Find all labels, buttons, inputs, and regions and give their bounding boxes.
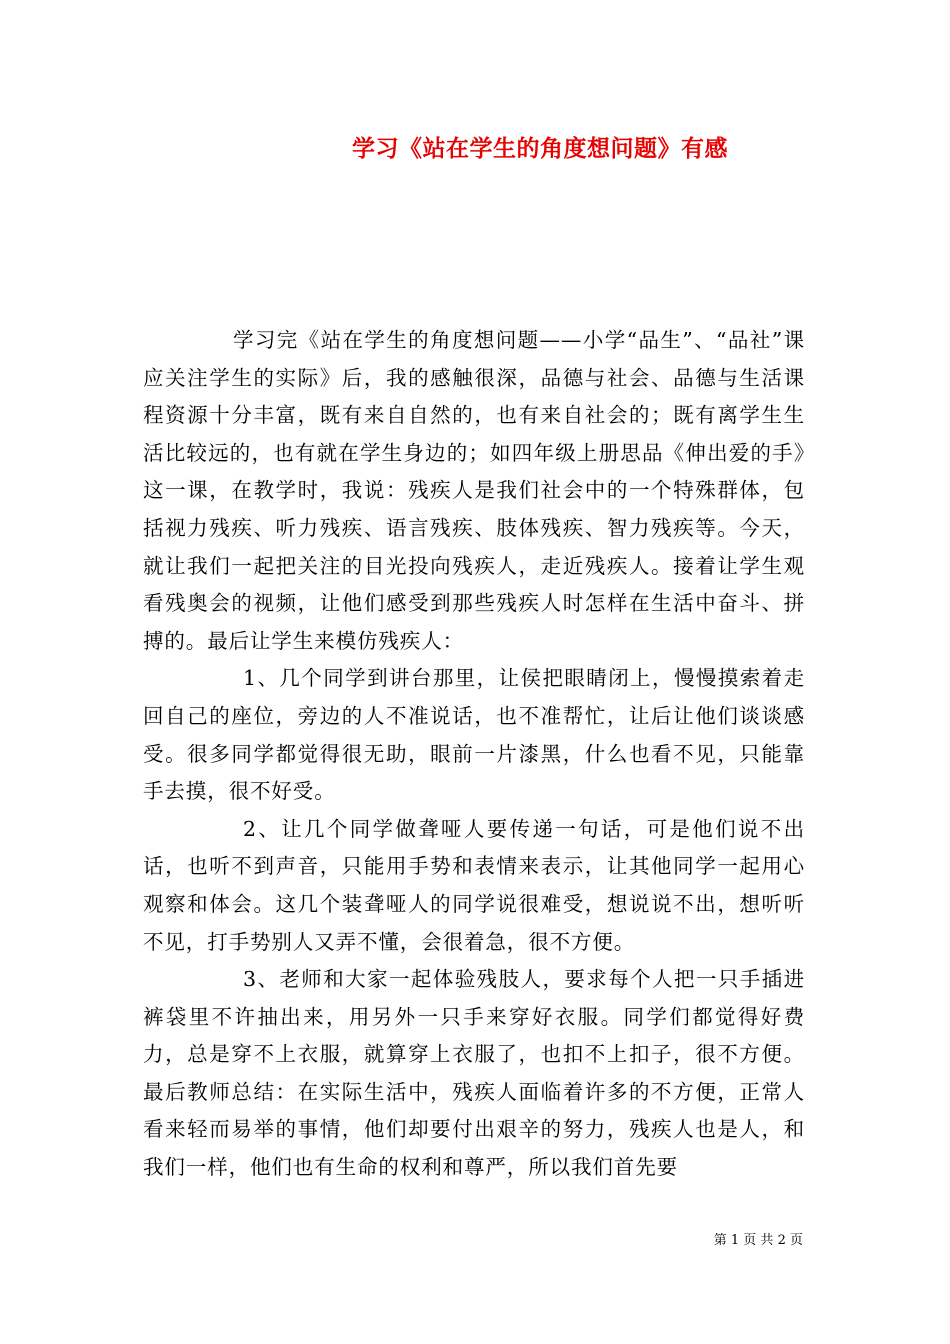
footer-middle: 页 共 [743,1233,774,1248]
document-body [143,322,805,1187]
paragraph-item-2: 2、让几个同学做聋哑人要传递一句话，可是他们说不出话，也听不到声音，只能用手势和表情来表示，让其他同学一起用心观察和体会。这几个装聋哑人的同学说很难受，想说说不出，想听听不见，打手势别人又弄不懂，会很着急，很不方便。 [143,816,805,954]
footer-suffix: 页 [789,1233,803,1248]
paragraph-intro: 学习完《站在学生的角度想问题——小学“品生”、“品社”课应关注学生的实际》后，我的感触很深，品德与社会、品德与生活课程资源十分丰富，既有来自自然的，也有来自社会的；既有离学生生活比较远的，也有就在学生身边的；如四年级上册思品《伸出爱的手》这一课，在教学时，我说：残疾人是我们社会中的一个特殊群体，包括视力残疾、听力残疾、语言残疾、肢体残疾、智力残疾等。今天，就让我们一起把关注的目光投向残疾人，走近残疾人。接着让学生观看残奥会的视频，让他们感受到那些残疾人时怎样在生活中奋斗、拼搏的。最后让学生来模仿残疾人： [143,328,805,653]
paragraph-item-1: 1、几个同学到讲台那里，让侯把眼睛闭上，慢慢摸索着走回自己的座位，旁边的人不准说话，也不准帮忙，让后让他们谈谈感受。很多同学都觉得很无助，眼前一片漆黑，什么也看不见，只能靠手去摸，很不好受。 [143,666,805,804]
paragraph-item-3: 3、老师和大家一起体验残肢人，要求每个人把一只手插进裤袋里不许抽出来，用另外一只手来穿好衣服。同学们都觉得好费力，总是穿不上衣服，就算穿上衣服了，也扣不上扣子，很不方便。最后教师总结：在实际生活中，残疾人面临着许多的不方便，正常人看来轻而易举的事情，他们却要付出艰辛的努力，残疾人也是人，和我们一样，他们也有生命的权利和尊严，所以我们首先要 [143,967,805,1180]
footer-prefix: 第 [713,1233,727,1248]
footer-current-page: 1 [730,1233,740,1248]
footer-total-pages: 2 [777,1233,786,1248]
document-title: 学习《站在学生的角度想问题》有感 [352,135,728,162]
page-number-footer [714,1232,803,1250]
